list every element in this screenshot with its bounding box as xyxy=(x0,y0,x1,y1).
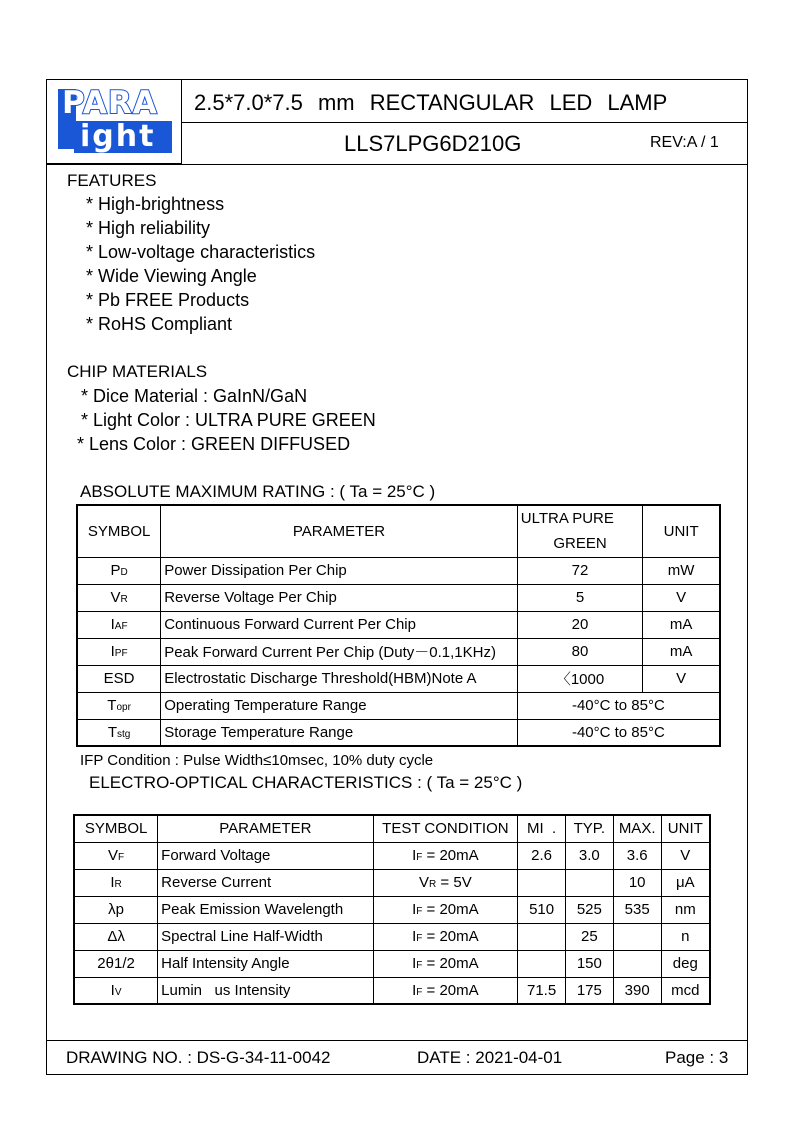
header-min: MI . xyxy=(518,815,566,842)
symbol-cell xyxy=(77,584,161,611)
condition-symbol: V xyxy=(419,874,430,891)
value-cell: 72 xyxy=(517,557,642,584)
typ-cell: 3.0 xyxy=(565,842,613,869)
symbol-subscript: V xyxy=(114,986,122,998)
symbol-main: λp xyxy=(108,901,124,918)
symbol-cell xyxy=(77,692,161,719)
unit-cell: V xyxy=(643,665,720,692)
min-cell xyxy=(518,923,566,950)
symbol-cell xyxy=(77,638,161,665)
min-cell: 71.5 xyxy=(518,977,566,1004)
value-cell: 80 xyxy=(517,638,642,665)
symbol-cell xyxy=(74,842,158,869)
value-cell: -40°C to 85°C xyxy=(517,692,720,719)
symbol-main: Δλ xyxy=(107,928,125,945)
header-symbol: SYMBOL xyxy=(74,815,158,842)
header-max: MAX. xyxy=(613,815,661,842)
parameter-cell: Continuous Forward Current Per Chip xyxy=(161,611,518,638)
condition-value: = 20mA xyxy=(422,847,479,864)
symbol-main: V xyxy=(108,847,119,864)
parameter-cell: Power Dissipation Per Chip xyxy=(161,557,518,584)
condition-value: = 20mA xyxy=(422,981,479,999)
value-cell: 20 xyxy=(517,611,642,638)
table-row xyxy=(74,950,710,977)
symbol-subscript: R xyxy=(120,594,128,605)
min-cell: 510 xyxy=(518,896,566,923)
parameter-cell: Spectral Line Half-Width xyxy=(158,923,373,950)
electro-optical-table xyxy=(73,814,711,1005)
parameter-cell: Storage Temperature Range xyxy=(161,719,518,746)
max-cell xyxy=(613,950,661,977)
symbol-cell xyxy=(77,665,161,692)
parameter-cell: Half Intensity Angle xyxy=(158,950,373,977)
condition-value: = 20mA xyxy=(422,955,479,972)
symbol-cell xyxy=(77,557,161,584)
value-cell: 〈1000 xyxy=(517,665,642,692)
symbol-cell xyxy=(74,869,158,896)
symbol-subscript: AF xyxy=(114,621,128,632)
table-row xyxy=(74,869,710,896)
symbol-subscript: D xyxy=(120,567,128,578)
unit-cell: mW xyxy=(643,557,720,584)
max-cell xyxy=(613,923,661,950)
symbol-main: P xyxy=(110,562,121,579)
typ-cell xyxy=(565,869,613,896)
amr-title: ABSOLUTE MAXIMUM RATING : ( Ta = 25°C ) xyxy=(80,482,436,501)
symbol-subscript: PF xyxy=(114,648,128,659)
max-cell: 390 xyxy=(613,977,661,1004)
feature-item: * High-brightness xyxy=(86,194,225,214)
typ-cell: 25 xyxy=(565,923,613,950)
symbol-cell xyxy=(74,896,158,923)
chip-item: * Dice Material : GaInN/GaN xyxy=(81,386,308,406)
symbol-subscript: stg xyxy=(117,728,131,740)
chip-item: * Lens Color : GREEN DIFFUSED xyxy=(77,434,351,454)
symbol-main: I xyxy=(110,643,115,660)
feature-item: * RoHS Compliant xyxy=(86,314,233,334)
absolute-max-rating-table xyxy=(76,504,721,747)
unit-cell: deg xyxy=(661,950,710,977)
condition-value: = 20mA xyxy=(422,901,479,918)
min-cell xyxy=(518,950,566,977)
table-row xyxy=(74,896,710,923)
table-header-row xyxy=(77,505,720,557)
unit-cell: mA xyxy=(643,638,720,665)
drawing-number: DRAWING NO. : DS-G-34-11-0042 xyxy=(66,1048,331,1067)
parameter-cell: Peak Emission Wavelength xyxy=(158,896,373,923)
condition-symbol: I xyxy=(412,901,417,918)
symbol-subscript: opr xyxy=(116,702,131,713)
unit-cell: mA xyxy=(643,611,720,638)
symbol-main: I xyxy=(110,874,115,891)
features-title: FEATURES xyxy=(67,171,157,190)
test-condition-cell xyxy=(373,842,518,869)
min-cell xyxy=(518,869,566,896)
condition-subscript: F xyxy=(416,960,423,971)
max-cell: 535 xyxy=(613,896,661,923)
model-number: LLS7LPG6D210G xyxy=(344,131,522,156)
chip-item: * Light Color : ULTRA PURE GREEN xyxy=(81,410,376,430)
parameter-cell: Lumin us Intensity xyxy=(158,977,373,1004)
parameter-cell: Forward Voltage xyxy=(158,842,373,869)
unit-cell: n xyxy=(661,923,710,950)
condition-subscript: F xyxy=(416,906,423,917)
symbol-main: V xyxy=(110,589,121,606)
revision: REV:A / 1 xyxy=(650,134,719,151)
symbol-subscript: F xyxy=(118,852,125,863)
typ-cell: 150 xyxy=(565,950,613,977)
condition-symbol: I xyxy=(412,928,417,945)
document-title: 2.5*7.0*7.5 mm RECTANGULAR LED LAMP xyxy=(194,90,668,115)
test-condition-cell xyxy=(373,977,518,1004)
header-color-line1: ULTRA PURE xyxy=(520,510,614,528)
symbol-main: T xyxy=(107,723,117,741)
symbol-cell xyxy=(74,977,158,1004)
footer-divider xyxy=(46,1040,748,1041)
value-cell: 5 xyxy=(517,584,642,611)
symbol-cell xyxy=(77,719,161,746)
table-row xyxy=(77,584,720,611)
feature-item: * Wide Viewing Angle xyxy=(86,266,257,286)
parameter-cell: Peak Forward Current Per Chip (Duty－0.1,1KHz) xyxy=(161,638,518,665)
header-color-line2: GREEN xyxy=(553,535,607,553)
unit-cell: V xyxy=(661,842,710,869)
paralight-logo xyxy=(58,87,172,155)
logo-top xyxy=(58,87,172,119)
unit-cell: nm xyxy=(661,896,710,923)
table-header-row xyxy=(74,815,710,842)
symbol-cell xyxy=(74,950,158,977)
test-condition-cell xyxy=(373,896,518,923)
condition-subscript: R xyxy=(429,879,437,890)
condition-symbol: I xyxy=(412,847,417,864)
test-condition-cell xyxy=(373,923,518,950)
header-symbol: SYMBOL xyxy=(77,505,161,557)
condition-subscript: F xyxy=(416,852,423,863)
condition-subscript: F xyxy=(416,933,423,944)
unit-cell: μA xyxy=(661,869,710,896)
table-row xyxy=(77,692,720,719)
logo-top-text: PARA xyxy=(62,85,158,121)
symbol-cell xyxy=(77,611,161,638)
page-number: Page : 3 xyxy=(665,1048,729,1067)
header-color xyxy=(517,505,642,557)
header-unit: UNIT xyxy=(661,815,710,842)
parameter-cell: Reverse Current xyxy=(158,869,373,896)
symbol-main: I xyxy=(110,616,115,633)
min-cell: 2.6 xyxy=(518,842,566,869)
feature-item: * Low-voltage characteristics xyxy=(86,242,316,262)
table-row xyxy=(74,977,710,1004)
feature-item: * High reliability xyxy=(86,218,211,238)
symbol-main: 2θ1/2 xyxy=(97,955,135,972)
ifp-note: IFP Condition : Pulse Width≤10msec, 10% duty cycle xyxy=(80,752,434,769)
unit-cell: V xyxy=(643,584,720,611)
condition-subscript: F xyxy=(416,986,423,998)
test-condition-cell xyxy=(373,950,518,977)
table-row xyxy=(77,719,720,746)
symbol-main: I xyxy=(110,981,115,999)
table-row xyxy=(77,638,720,665)
feature-item: * Pb FREE Products xyxy=(86,290,250,310)
table-row xyxy=(77,665,720,692)
parameter-cell: Operating Temperature Range xyxy=(161,692,518,719)
test-condition-cell xyxy=(373,869,518,896)
condition-value: = 5V xyxy=(436,874,472,891)
header-unit: UNIT xyxy=(643,505,720,557)
symbol-main: ESD xyxy=(103,670,135,687)
document-date: DATE : 2021-04-01 xyxy=(417,1048,563,1067)
header-parameter: PARAMETER xyxy=(158,815,373,842)
symbol-cell xyxy=(74,923,158,950)
logo-bottom-text: ight xyxy=(74,121,172,153)
unit-cell: mcd xyxy=(661,977,710,1004)
condition-value: = 20mA xyxy=(422,928,479,945)
condition-symbol: I xyxy=(412,981,417,999)
parameter-cell: Reverse Voltage Per Chip xyxy=(161,584,518,611)
header-bottom-divider xyxy=(46,164,748,165)
value-cell: -40°C to 85°C xyxy=(517,719,720,746)
table-row xyxy=(74,923,710,950)
parameter-cell: Electrostatic Discharge Threshold(HBM)Note A xyxy=(161,665,518,692)
symbol-main: T xyxy=(107,697,117,714)
max-cell: 10 xyxy=(613,869,661,896)
eoc-title: ELECTRO-OPTICAL CHARACTERISTICS : ( Ta = 25°C ) xyxy=(89,773,523,792)
header-parameter: PARAMETER xyxy=(161,505,518,557)
max-cell: 3.6 xyxy=(613,842,661,869)
chip-materials-title: CHIP MATERIALS xyxy=(67,362,208,381)
header-divider xyxy=(182,122,748,123)
table-row xyxy=(77,557,720,584)
typ-cell: 525 xyxy=(565,896,613,923)
table-row xyxy=(74,842,710,869)
header-typ: TYP. xyxy=(565,815,613,842)
condition-symbol: I xyxy=(412,955,417,972)
typ-cell: 175 xyxy=(565,977,613,1004)
symbol-subscript: R xyxy=(114,879,122,890)
header-test-condition: TEST CONDITION xyxy=(373,815,518,842)
table-row xyxy=(77,611,720,638)
